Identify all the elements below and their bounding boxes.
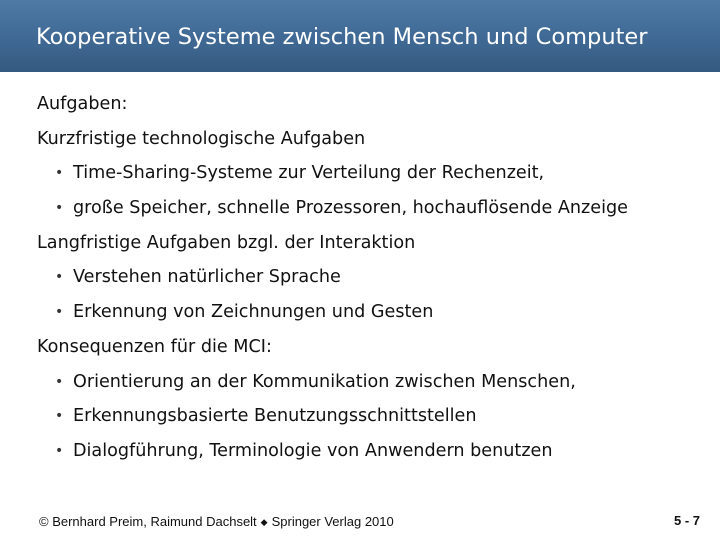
bullet-item bbox=[37, 369, 717, 404]
slide-title: Kooperative Systeme zwischen Mensch und Computer bbox=[36, 24, 648, 50]
page-number: 5 - 7 bbox=[673, 513, 700, 528]
text-line bbox=[37, 126, 717, 161]
footer-authors: © Bernhard Preim, Raimund Dachselt bbox=[39, 514, 257, 529]
bullet-item bbox=[37, 195, 717, 230]
bullet-item bbox=[37, 160, 717, 195]
slide-footer bbox=[0, 500, 720, 540]
bullet-text: Verstehen natürlicher Sprache bbox=[73, 267, 341, 288]
bullet-icon: • bbox=[55, 304, 64, 321]
line-text: Langfristige Aufgaben bzgl. der Interaktion bbox=[37, 232, 416, 253]
bullet-item bbox=[37, 403, 717, 438]
footer-credit bbox=[39, 514, 394, 529]
bullet-text: Dialogführung, Terminologie von Anwendern benutzen bbox=[73, 440, 553, 461]
bullet-item bbox=[37, 438, 717, 473]
line-text: Aufgaben: bbox=[37, 94, 128, 114]
text-line bbox=[37, 91, 717, 126]
bullet-text: Orientierung an der Kommunikation zwischen Menschen, bbox=[73, 371, 576, 392]
diamond-separator-icon: ◆ bbox=[260, 517, 268, 527]
text-line bbox=[37, 334, 717, 369]
bullet-text: große Speicher, schnelle Prozessoren, hochauflösende Anzeige bbox=[73, 198, 628, 219]
bullet-icon: • bbox=[55, 373, 64, 390]
bullet-icon: • bbox=[55, 408, 64, 425]
slide-content bbox=[37, 91, 717, 473]
text-line bbox=[37, 230, 717, 265]
bullet-text: Erkennungsbasierte Benutzungsschnittstellen bbox=[73, 406, 477, 427]
bullet-item bbox=[37, 299, 717, 334]
bullet-icon: • bbox=[55, 165, 64, 182]
line-text: Kurzfristige technologische Aufgaben bbox=[37, 128, 366, 149]
title-bar bbox=[0, 0, 720, 72]
bullet-text: Time-Sharing-Systeme zur Verteilung der Rechenzeit, bbox=[73, 163, 545, 184]
line-text: Konsequenzen für die MCI: bbox=[37, 336, 272, 357]
bullet-item bbox=[37, 264, 717, 299]
bullet-icon: • bbox=[55, 269, 64, 286]
bullet-text: Erkennung von Zeichnungen und Gesten bbox=[73, 302, 434, 323]
bullet-icon: • bbox=[55, 200, 64, 217]
bullet-icon: • bbox=[55, 442, 64, 459]
footer-publisher: Springer Verlag 2010 bbox=[271, 514, 394, 529]
